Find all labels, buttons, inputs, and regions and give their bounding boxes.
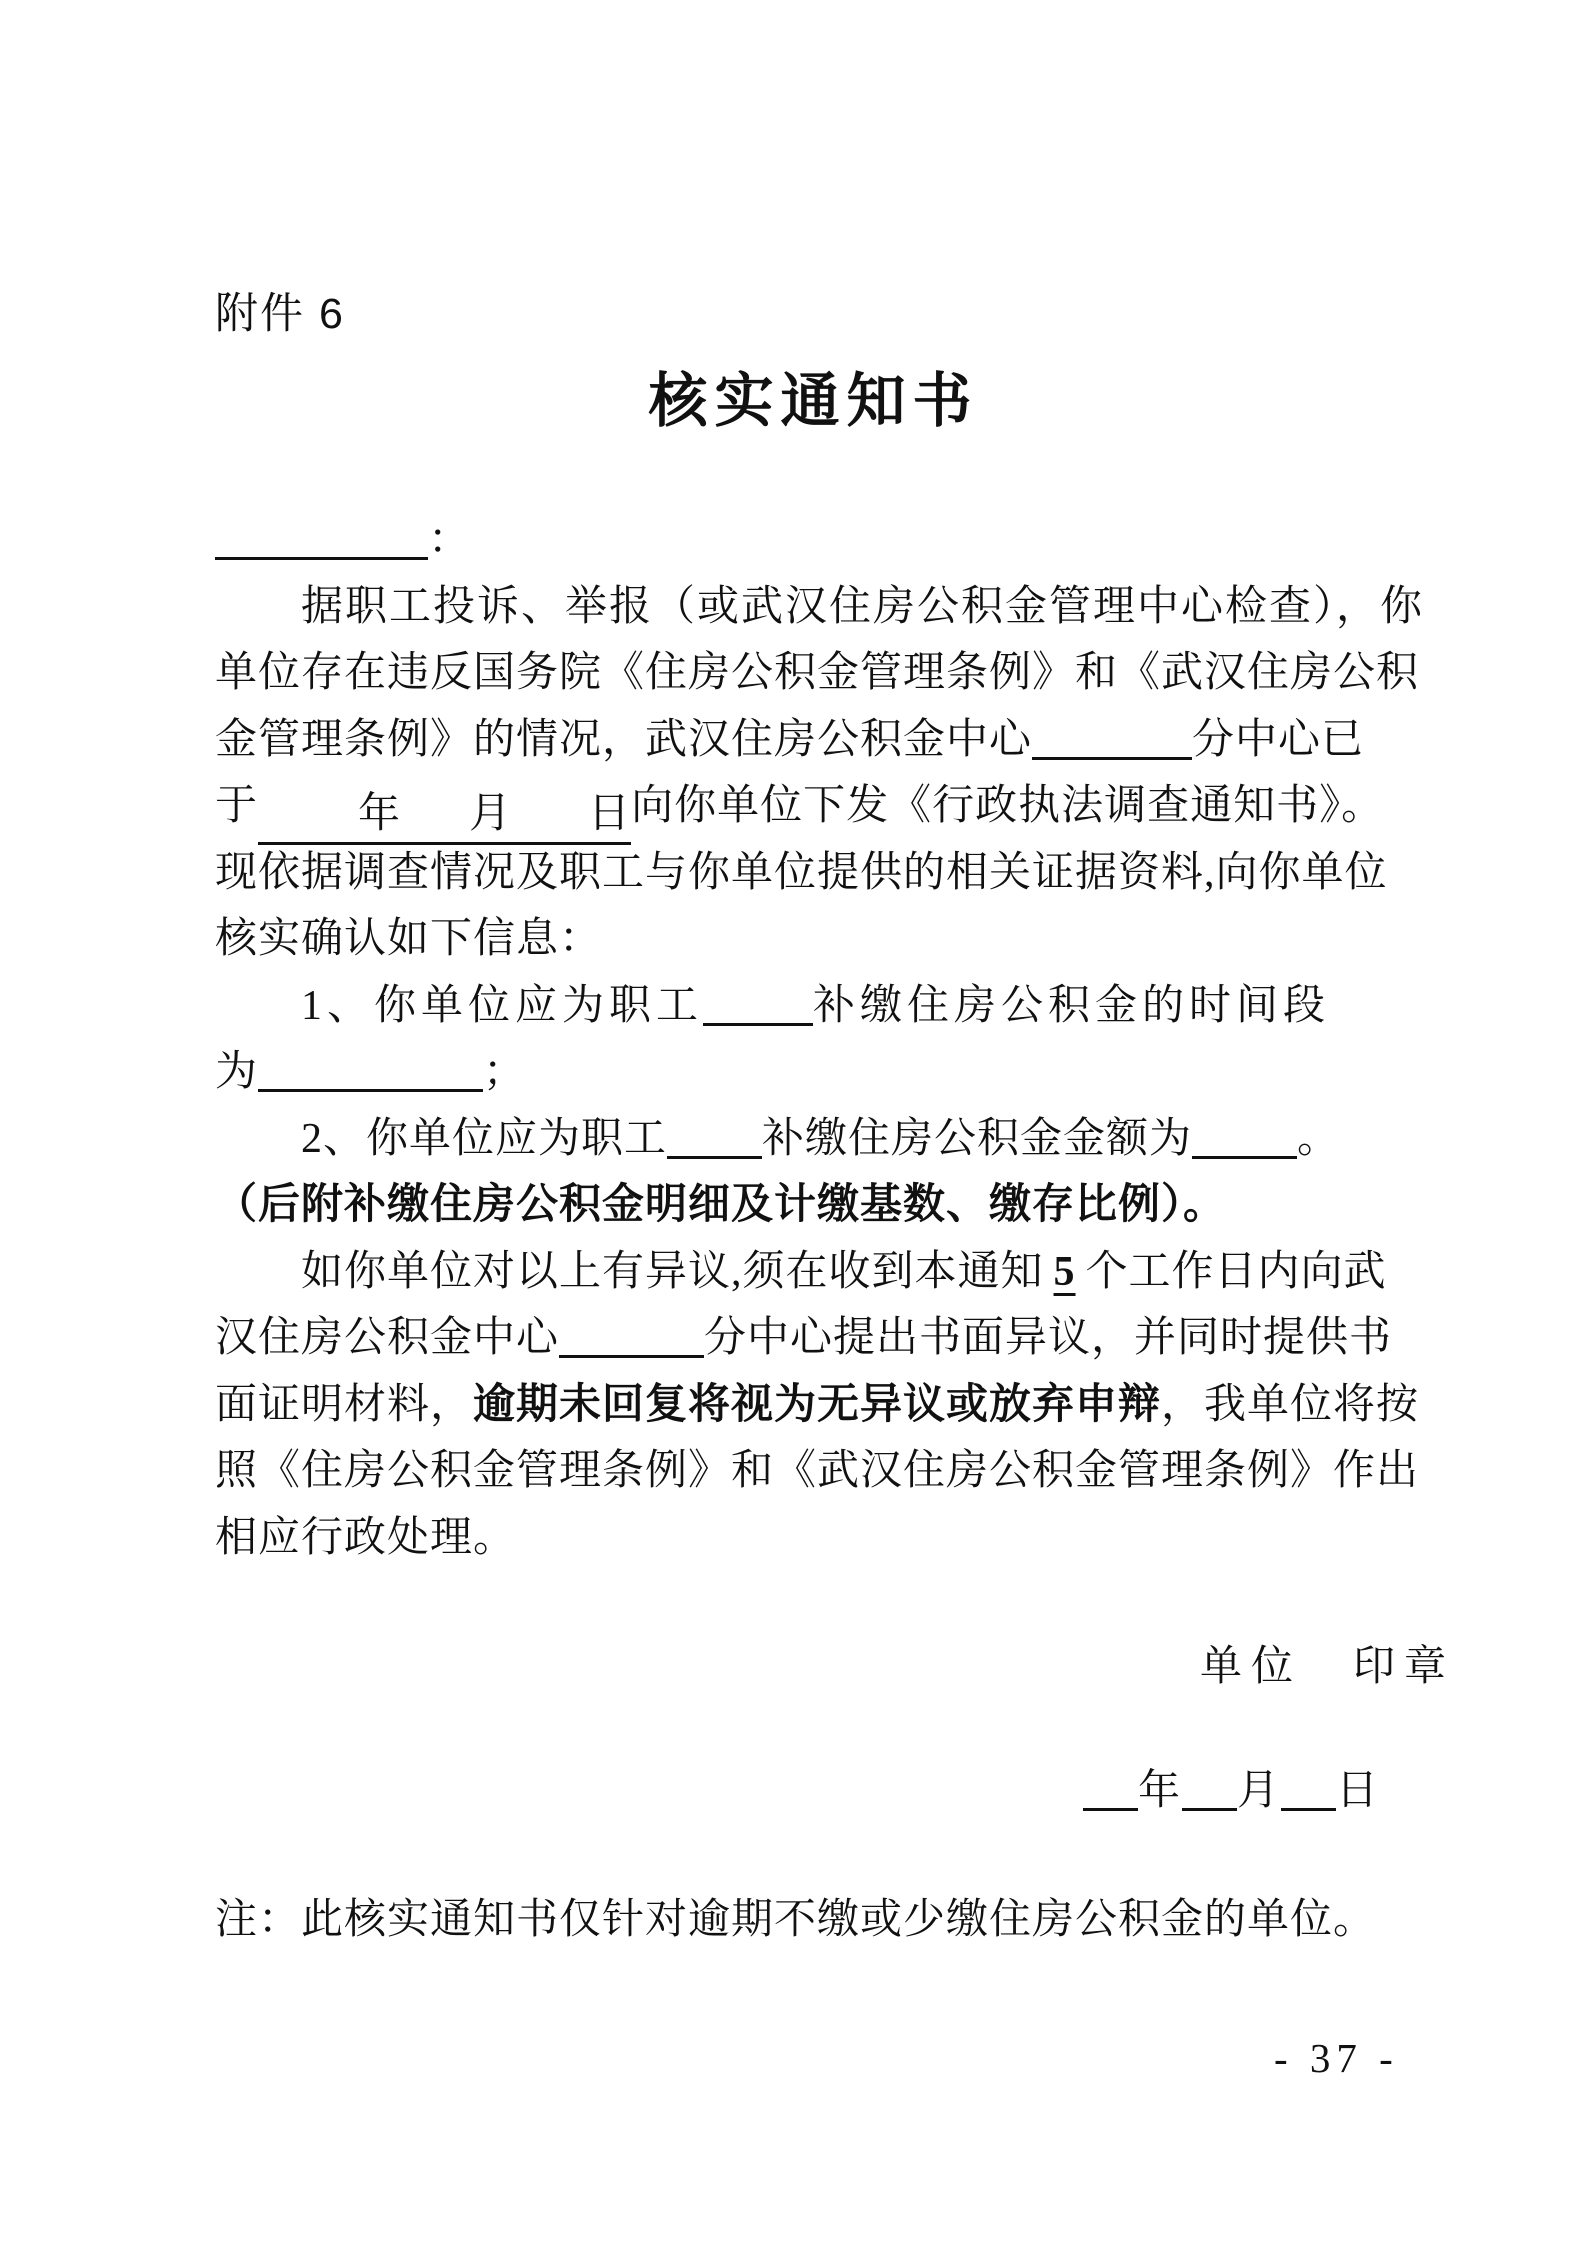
body-text: 如你单位对以上有异议,须在收到本通知 [301,1249,1044,1295]
blank-field [215,513,428,560]
body-text: 于 [215,783,259,829]
body-text: 个工作日内向武 [1085,1249,1387,1295]
body-text: 1、你单位应为职工 [301,983,704,1029]
body-text: 补缴住房公积金金额为 [762,1116,1193,1162]
signature-seal-label: 单位 印章 [1200,1644,1456,1690]
page-number: - 37 - [1274,2035,1399,2081]
year-label: 年 [358,791,402,837]
body-line [215,1372,1419,1438]
body-line: 单位存在违反国务院《住房公积金管理条例》和《武汉住房公积 [215,650,1420,696]
signature-date-line [1083,1758,1380,1824]
blank-field [1032,713,1192,760]
salutation-colon: ： [428,517,472,563]
body-line: 现依据调查情况及职工与你单位提供的相关证据资料,向你单位 [215,850,1388,896]
blank-field [703,979,813,1026]
body-text: 为 [215,1049,259,1095]
body-text: ，我单位将按 [1161,1382,1420,1428]
blank-field [1182,1764,1237,1811]
body-text: 向你单位下发《行政执法调查通知书》。 [631,783,1385,829]
body-line: 核实确认如下信息： [215,916,603,962]
year-label: 年 [1138,1768,1183,1814]
blank-field [401,826,469,827]
body-line [215,1239,1387,1305]
day-label: 日 [588,791,632,837]
day-label: 日 [1336,1768,1381,1814]
salutation-line [215,507,471,573]
item-1-line [215,1039,526,1105]
attachment-label: 附件 6 [215,290,345,338]
date-blank-group [258,786,631,845]
body-line [215,707,1364,773]
body-text: 分中心提出书面异议，并同时提供书 [704,1315,1393,1361]
blank-field [258,1045,483,1092]
body-line: 相应行政处理。 [215,1515,517,1561]
body-line: 据职工投诉、举报（或武汉住房公积金管理中心检查），你 [301,584,1425,630]
page-title: 核实通知书 [648,368,979,434]
blank-field [1281,1764,1336,1811]
body-line [215,773,1384,839]
deadline-days: 5 [1053,1249,1076,1295]
blank-field [559,1311,704,1358]
body-line [215,1305,1392,1371]
blank-field [512,826,588,827]
blank-field [1083,1764,1138,1811]
body-text: 分中心已 [1192,717,1365,763]
blank-field [1192,1112,1297,1159]
footnote: 注：此核实通知书仅针对逾期不缴或少缴住房公积金的单位。 [215,1897,1377,1943]
blank-field [258,826,358,827]
body-text: 补缴住房公积金的时间段 [813,983,1331,1029]
body-text: 2、你单位应为职工 [301,1116,668,1162]
item-2-line [215,1106,1340,1172]
body-text: 。 [1297,1116,1341,1162]
body-text: ； [483,1049,527,1095]
body-text: 面证明材料， [215,1382,474,1428]
body-text: 汉住房公积金中心 [215,1315,560,1361]
month-label: 月 [469,791,513,837]
body-line: 照《住房公积金管理条例》和《武汉住房公积金管理条例》作出 [215,1448,1420,1494]
penalty-warning-text: 逾期未回复将视为无异议或放弃申辩 [473,1382,1162,1428]
body-text: 金管理条例》的情况，武汉住房公积金中心 [215,717,1033,763]
item-1-line [215,973,1330,1039]
item-2-note: （后附补缴住房公积金明细及计缴基数、缴存比例）。 [215,1182,1227,1228]
month-label: 月 [1237,1768,1282,1814]
blank-field [667,1112,762,1159]
